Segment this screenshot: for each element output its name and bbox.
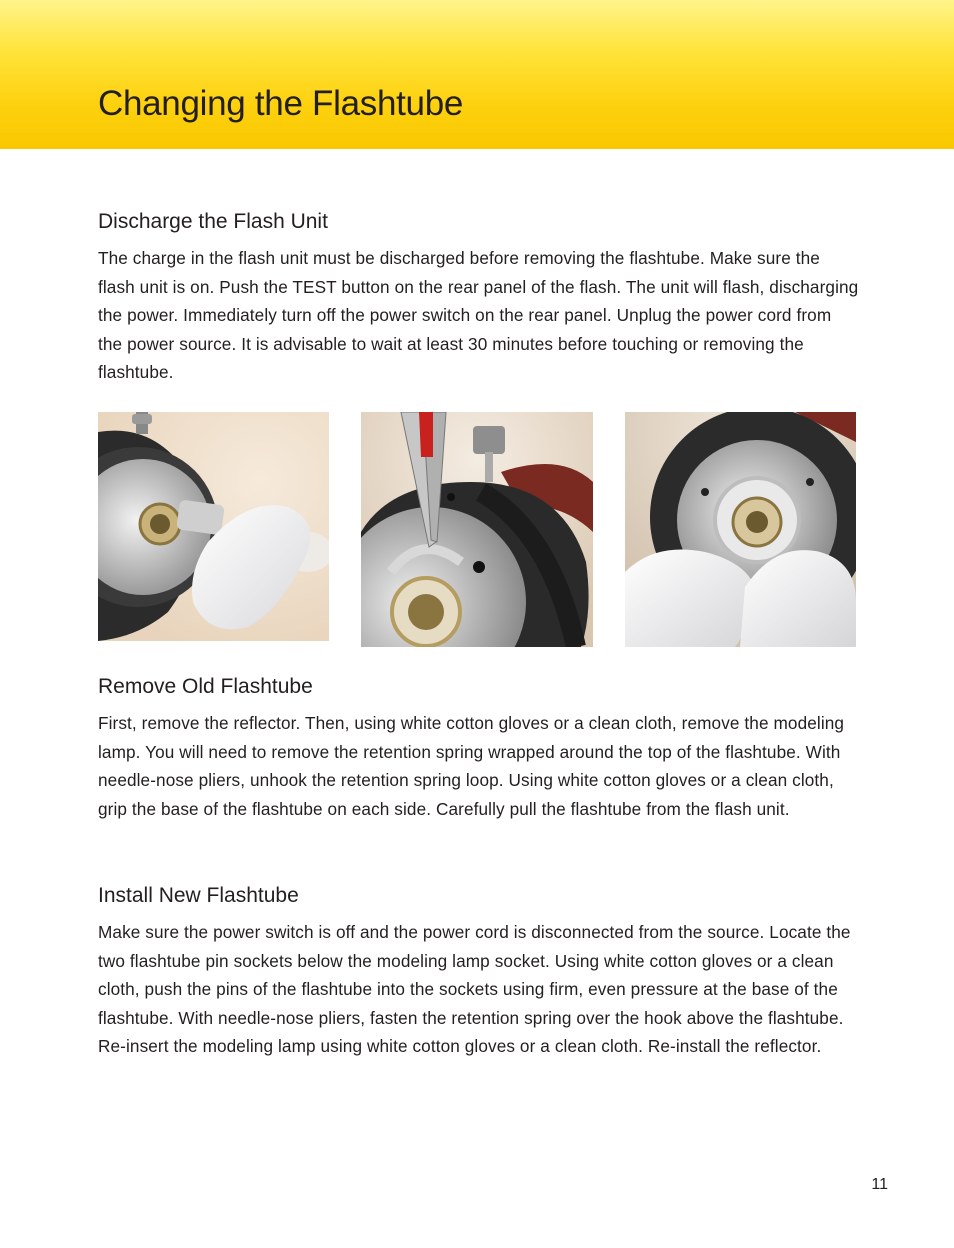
header-banner xyxy=(0,0,954,149)
photo-pliers-retention-spring xyxy=(361,412,593,647)
section-heading-remove: Remove Old Flashtube xyxy=(98,675,313,698)
section-body-install: Make sure the power switch is off and the power cord is disconnected from the source. Locate the two flashtube pin sockets below the modeling lamp socket. Using white cotton gloves or a clean cloth, push the pins of the flashtube into the sockets using firm, even pressure at the base of the flashtube. With needle-nose pliers, fasten the retention spring over the hook above the flashtube. Re-insert the modeling lamp using white cotton gloves or a clean cloth. Re-install the reflector. xyxy=(98,922,851,1057)
photo-grip-flashtube xyxy=(625,412,856,647)
photo-remove-modeling-lamp xyxy=(98,412,329,641)
section-heading-discharge: Discharge the Flash Unit xyxy=(98,210,328,233)
section-body-remove: First, remove the reflector. Then, using white cotton gloves or a clean cloth, remove the modeling lamp. You will need to remove the retention spring wrapped around the top of the flashtube. With needle-nose pliers, unhook the retention spring loop. Using white cotton gloves or a clean cloth, grip the base of the flashtube on each side. Carefully pull the flashtube from the flash unit. xyxy=(98,713,845,819)
page-title: Changing the Flashtube xyxy=(98,84,464,123)
page-number: 11 xyxy=(871,1176,888,1193)
section-body-discharge: The charge in the flash unit must be discharged before removing the flashtube. Make sure the flash unit is on. Push the TEST button on the rear panel of the flash. The unit will flash, discharging the power. Immediately turn off the power switch on the rear panel. Unplug the power cord from the power source. It is advisable to wait at least 30 minutes before touching or removing the flashtube. xyxy=(98,248,859,383)
section-heading-install: Install New Flashtube xyxy=(98,884,299,907)
